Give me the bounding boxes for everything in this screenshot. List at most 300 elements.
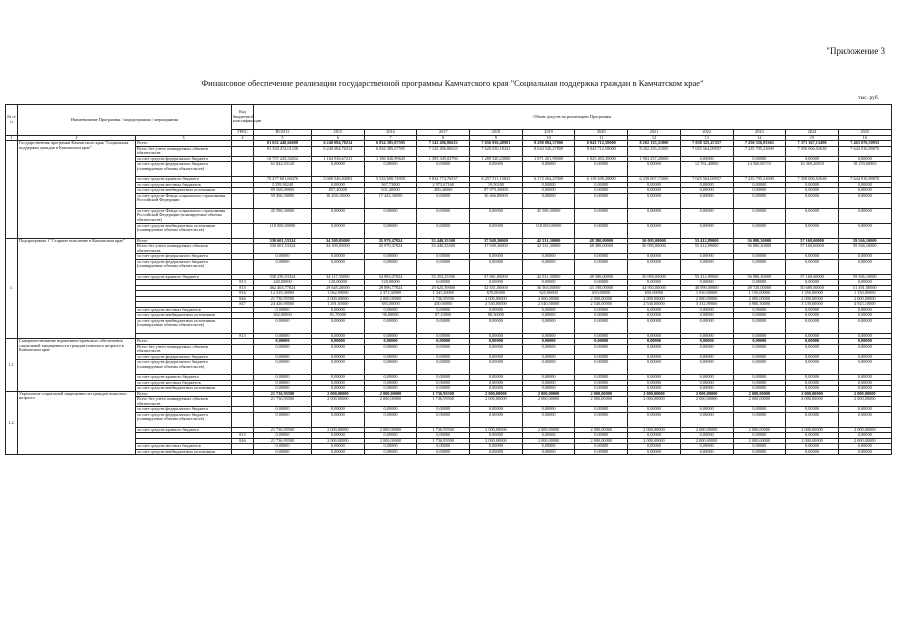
year-value: 50 680,00000 [786,285,839,291]
year-value: 0,00000 [786,188,839,194]
year-value: 0,00000 [312,433,365,439]
program-name: Укрепление социальной защищенности граждан пожилого возраста [18,391,136,455]
header-year: 2022 [680,130,733,136]
year-value: 3 980,30000 [733,302,786,308]
year-value: 42 531,30000 [522,244,575,254]
year-value: 0,00000 [838,344,891,354]
year-value: 87 979,30000 [470,188,523,194]
year-value: 0,00000 [417,375,470,381]
header-colnum: 6 [312,135,365,141]
year-value: 6 257 511,15841 [470,177,523,183]
year-value: 0,00000 [786,449,839,455]
year-value: 0,00000 [312,182,365,188]
total-value: 0,00000 [254,344,312,354]
year-value: 0,00000 [522,318,575,333]
year-value: 0,00000 [575,193,628,208]
year-value: 0,00000 [786,280,839,286]
year-value: 0,00000 [312,254,365,260]
grbs-code [232,397,254,407]
year-value: 0,00000 [312,444,365,450]
year-value: 2 000,00000 [470,438,523,444]
year-value: 2 000,00000 [786,397,839,407]
grbs-code: 846 [232,438,254,444]
year-value: 0,00000 [470,254,523,260]
year-value: 0,00000 [733,407,786,413]
header-colnum: 12 [628,135,681,141]
grbs-code: 815 [232,433,254,439]
grbs-code [232,244,254,254]
year-value: 0,00000 [628,208,681,223]
year-value: 0,00000 [470,433,523,439]
year-value: 0,00000 [575,188,628,194]
year-value: 56 880,30000 [733,244,786,254]
year-value: 0,00000 [522,333,575,339]
program-name: Совершенствование нормативно-правового обеспечения социальной защищенности граждан пожилого возраста в Камчатском крае [18,339,136,392]
year-value: 16 456,10000 [312,193,365,208]
year-value: 0,00000 [733,188,786,194]
funding-source: за счет средств краевого бюджета [136,375,232,381]
year-value: 0,00000 [575,313,628,319]
funding-source: за счет средств Фонда социального страхования Российской Федерации [136,193,232,208]
year-value: 0,00000 [470,444,523,450]
year-value: 0,00000 [786,313,839,319]
year-value: 0,00000 [575,360,628,375]
year-value: 0,00000 [680,380,733,386]
year-value: 2 000,00000 [838,391,891,397]
grbs-code: 846 [232,296,254,302]
year-value: 0,00000 [417,412,470,427]
year-value: 48 380,00000 [575,274,628,280]
total-value: 0,00000 [254,333,312,339]
year-value: 120,00000 [364,280,417,286]
total-value: 21 736,95500 [254,427,312,433]
table-row [6,412,892,427]
year-value: 2 000,00000 [628,427,681,433]
year-value: 0,00000 [522,375,575,381]
year-value: 2 000,00000 [838,397,891,407]
year-value: 0,00000 [575,407,628,413]
year-value: 0,00000 [470,344,523,354]
header-year: 2021 [628,130,681,136]
header-year: 2016 [364,130,417,136]
header-name: Наименование Программы / подпрограммы / мероприятия [18,105,232,136]
year-value: 0,00000 [417,280,470,286]
table-row [6,223,892,238]
header-year: 2018 [470,130,523,136]
year-value: 43 198,00000 [575,285,628,291]
header-year: 2019 [522,130,575,136]
table-row [6,259,892,274]
year-value: 0,00000 [733,280,786,286]
year-value: 1 963 237,20000 [628,156,681,162]
total-value: 240,00000 [254,280,312,286]
year-value: 2 000,00000 [733,427,786,433]
year-value: 0,00000 [628,433,681,439]
year-value: 0,00000 [417,254,470,260]
year-value: 2 000,00000 [575,397,628,407]
year-value: 0,00000 [628,280,681,286]
year-value: 7 371 367,13498 [786,141,839,147]
total-value: 24 426,90000 [254,302,312,308]
year-value: 0,00000 [733,182,786,188]
year-value: 0,00000 [522,162,575,177]
year-value: 0,00000 [575,259,628,274]
year-value: 8 043 712,58000 [575,141,628,147]
year-value: 0,00000 [680,318,733,333]
year-value: 0,00000 [838,182,891,188]
year-value: 2 540,00000 [628,302,681,308]
year-value: 34 983,07824 [364,274,417,280]
total-value: 21 736,95500 [254,391,312,397]
year-value: 2 000,00000 [838,427,891,433]
year-value: 0,00000 [628,380,681,386]
year-value: 0,00000 [364,386,417,392]
year-value: 0,00000 [680,354,733,360]
total-value: 462 463,77824 [254,285,312,291]
year-value: 0,00000 [364,344,417,354]
year-value: 0,00000 [680,375,733,381]
year-value: 2 000,00000 [522,397,575,407]
year-value: 7 143 496,86633 [417,146,470,156]
year-value: 120,00000 [312,280,365,286]
year-value: 7 235 795,21690 [733,177,786,183]
year-value: 56 880,30000 [733,238,786,244]
year-value: 55 412,89000 [680,244,733,254]
year-value: 0,00000 [733,254,786,260]
table-row [6,208,892,223]
financing-table [5,104,892,455]
year-value: 0,00000 [838,433,891,439]
year-value: 0,00000 [312,344,365,354]
year-value: 0,00000 [838,254,891,260]
funding-source: за счет средств местных бюджетов [136,444,232,450]
year-value: 59 566,10000 [838,274,891,280]
year-value: 3 312,89000 [680,302,733,308]
year-value: 1 736,95500 [417,427,470,433]
total-value: 0,00000 [254,444,312,450]
year-value: 0,00000 [575,339,628,345]
year-value: 2 000,00000 [838,438,891,444]
total-value: 530 601,53324 [254,238,312,244]
year-value: 2 000,00000 [312,296,365,302]
grbs-code [232,318,254,333]
funding-source: Всего [136,141,232,147]
row-number: 1. [6,238,18,339]
year-value: 2 000,00000 [680,427,733,433]
grbs-code: 813 [232,333,254,339]
total-value: 12 419,30000 [254,291,312,297]
year-value: 57 169,60000 [786,238,839,244]
year-value: 2 000,00000 [522,438,575,444]
total-value: 10 757 243,52652 [254,156,312,162]
year-value: 625,00000 [522,291,575,297]
year-value: 7 235 795,21690 [733,146,786,156]
year-value: 0,00000 [786,407,839,413]
year-value: 1 150,00000 [733,291,786,297]
year-value: 0,00000 [417,318,470,333]
total-value: 45 588,30000 [254,208,312,223]
year-value: 0,00000 [680,444,733,450]
year-value: 0,00000 [680,193,733,208]
funding-source: за счет средств федерального бюджета [136,407,232,413]
year-value: 0,00000 [364,360,417,375]
year-value: 0,00000 [575,375,628,381]
year-value: 0,00000 [522,182,575,188]
year-value: 7 358 006,92638 [786,146,839,156]
year-value: 0,00000 [838,412,891,427]
total-value: 118 000,00000 [254,223,312,238]
program-name: Подпрограмма 1 "Старшее поколение в Камчатском крае" [18,238,136,339]
year-value: 2 000,00000 [786,296,839,302]
table-row [6,162,892,177]
year-value: 0,00000 [364,354,417,360]
year-value: 2 000,00000 [575,391,628,397]
year-value: 0,00000 [733,375,786,381]
header-colnum: 5 [254,135,312,141]
year-value: 0,00000 [575,182,628,188]
total-value: 59 366,30000 [254,193,312,208]
year-value: 0,00000 [575,344,628,354]
year-value: 8 202 135,21000 [628,141,681,147]
total-value: 61 842,03120 [254,162,312,177]
grbs-code [232,193,254,208]
total-value: 0,00000 [254,407,312,413]
header-year: 2020 [575,130,628,136]
year-value: 0,00000 [786,444,839,450]
year-value: 0,00000 [470,318,523,333]
funding-source: за счет средств краевого бюджета [136,427,232,433]
year-value: 7 644 916,89870 [838,146,891,156]
year-value: 0,00000 [628,333,681,339]
year-value: 0,00000 [575,333,628,339]
year-value: 0,00000 [733,449,786,455]
funding-source: за счет средств краевого бюджета [136,274,232,280]
year-value: 0,00000 [680,360,733,375]
program-name: Государственная программа Камчатского края "Социальная поддержка граждан в Камчатском крае" [18,141,136,239]
year-value: 0,00000 [312,375,365,381]
year-value: 0,00000 [680,339,733,345]
year-value: 0,00000 [628,339,681,345]
year-value: 585,00000 [364,302,417,308]
header-year: 2023 [733,130,786,136]
year-value: 0,00000 [417,333,470,339]
year-value: 37 949,30000 [470,244,523,254]
year-value: 0,00000 [312,208,365,223]
year-value: 0,00000 [522,433,575,439]
year-value: 0,00000 [575,254,628,260]
year-value: 7 656 936,48981 [470,141,523,147]
year-value: 2 000,00000 [733,296,786,302]
year-value: 0,00000 [838,280,891,286]
year-value: 0,00000 [838,313,891,319]
total-value: 0,00000 [254,354,312,360]
year-value: 6 172 264,27000 [522,177,575,183]
year-value: 0,00000 [417,208,470,223]
header-colnum: 7 [364,135,417,141]
funding-source: Всего без учета планируемых объемов обязательств [136,244,232,254]
year-value: 0,00000 [733,259,786,274]
funding-source: за счет средств внебюджетных источников [136,313,232,319]
header-num: № п/п [6,105,18,136]
year-value: 0,00000 [733,223,786,238]
year-value: 36 563,00000 [522,285,575,291]
year-value: 2 000,00000 [680,296,733,302]
year-value: 0,00000 [628,259,681,274]
year-value: 42 531,30000 [522,238,575,244]
year-value: 2 000,00000 [628,438,681,444]
year-value: 30 466,80000 [470,193,523,208]
year-value: 2 000,00000 [786,391,839,397]
year-value: 0,00000 [733,313,786,319]
table-row [6,146,892,156]
year-value: 0,00000 [786,333,839,339]
total-value: 89 568,00000 [254,188,312,194]
year-value: 32 651,00000 [470,285,523,291]
year-value: 0,00000 [786,344,839,354]
year-value: 0,00000 [522,444,575,450]
year-value: 49 720,00000 [733,285,786,291]
table-row [6,193,892,208]
year-value: 0,00000 [312,449,365,455]
year-value: 29 896,77824 [364,285,417,291]
year-value: 1 071 261,99000 [522,156,575,162]
year-value: 0,00000 [680,313,733,319]
year-value: 631,40000 [364,188,417,194]
year-value: 0,00000 [680,223,733,238]
year-value: 0,00000 [680,407,733,413]
year-value: 57 169,60000 [786,244,839,254]
year-value: 1 736,95500 [417,438,470,444]
year-value: 1 395 349,02796 [417,156,470,162]
table-row [6,318,892,333]
year-value: 0,00000 [364,318,417,333]
year-value: 0,00000 [364,449,417,455]
year-value: 0,00000 [838,307,891,313]
year-value: 0,00000 [575,444,628,450]
year-value: 2 540,00000 [575,302,628,308]
year-value: 12 761,40800 [680,162,733,177]
year-value: 0,00000 [312,259,365,274]
year-value: 0,00000 [364,339,417,345]
total-value: 0,00000 [254,339,312,345]
year-value: 0,00000 [628,412,681,427]
year-value: 2 000,00000 [470,397,523,407]
total-value: 0,00000 [254,412,312,427]
funding-source: Всего [136,391,232,397]
year-value: 0,00000 [786,182,839,188]
year-value: 2 000,00000 [838,296,891,302]
year-value: 34 309,05000 [312,244,365,254]
year-value: 0,00000 [838,354,891,360]
year-value: 0,00000 [312,386,365,392]
year-value: 0,00000 [575,449,628,455]
year-value: 0,00000 [733,344,786,354]
year-value: 0,00000 [522,449,575,455]
year-value: 0,00000 [522,380,575,386]
total-value: 0,00000 [254,433,312,439]
year-value: 0,00000 [417,386,470,392]
header-colnum: 8 [417,135,470,141]
year-value: 2 000,00000 [575,438,628,444]
year-value: 0,00000 [312,307,365,313]
year-value: 0,00000 [733,193,786,208]
year-value: 1 736,95500 [417,397,470,407]
year-value: 0,00000 [680,433,733,439]
header-colnum: 2 [18,135,136,141]
year-value: 0,00000 [312,333,365,339]
header-funds: Объем средств на реализацию Программы [254,105,892,130]
year-value: 33 440,35500 [417,238,470,244]
grbs-code [232,412,254,427]
year-value: 1 341,20000 [417,291,470,297]
year-value: 0,00000 [470,354,523,360]
year-value: 42 531,30000 [522,274,575,280]
year-value: 2 540,00000 [470,302,523,308]
funding-source: Всего без учета планируемых объемов обязательств [136,397,232,407]
year-value: 7 644 916,89870 [838,177,891,183]
year-value: 0,00000 [417,444,470,450]
year-value: 0,00000 [838,386,891,392]
year-value: 0,00000 [522,412,575,427]
year-value: 0,00000 [522,386,575,392]
year-value: 37 949,30000 [470,238,523,244]
row-number [6,141,18,239]
year-value: 0,00000 [575,208,628,223]
year-value: 0,00000 [470,412,523,427]
total-value: 3 359,90240 [254,182,312,188]
year-value: 0,00000 [733,412,786,427]
year-value: 0,00000 [364,307,417,313]
total-value: 0,00000 [254,259,312,274]
year-value: 0,00000 [786,223,839,238]
year-value: 2 000,00000 [522,296,575,302]
year-value: 0,00000 [628,375,681,381]
year-value: 0,00000 [838,223,891,238]
header-colnum: 14 [733,135,786,141]
year-value: 0,00000 [470,449,523,455]
funding-source: за счет средств местных бюджетов [136,307,232,313]
year-value: 0,00000 [733,444,786,450]
header-colnum: 4 [232,135,254,141]
header-colnum: 13 [680,135,733,141]
document-title: Финансовое обеспечение реализации государственной программы Камчатского края "Социальная поддержка граждан в Камчатском крае" [201,78,704,88]
year-value: 0,00000 [312,360,365,375]
header-colnum: 15 [786,135,839,141]
year-value: 0,00000 [364,412,417,427]
total-value: 70 477 601,68476 [254,177,312,183]
year-value: 1 164 936,67211 [312,156,365,162]
year-value: 2 000,00000 [680,397,733,407]
year-value: 2 000,00000 [364,438,417,444]
year-value: 0,00000 [680,333,733,339]
year-value: 0,00000 [680,182,733,188]
year-value: 0,00000 [786,380,839,386]
header-grbs: ГРБС [232,130,254,136]
year-value: 0,00000 [575,354,628,360]
year-value: 0,00000 [680,307,733,313]
year-value: 670,00000 [470,291,523,297]
year-value: 34 309,05000 [312,238,365,244]
year-value: 0,00000 [838,375,891,381]
total-value: 21 736,95500 [254,296,312,302]
year-value: 0,00000 [470,375,523,381]
year-value: 33 440,35500 [417,244,470,254]
year-value: 0,00000 [470,307,523,313]
year-value: 7 463 076,50955 [838,141,891,147]
year-value: 0,00000 [733,339,786,345]
year-value: 0,00000 [680,449,733,455]
year-value: 51 491,00000 [838,285,891,291]
